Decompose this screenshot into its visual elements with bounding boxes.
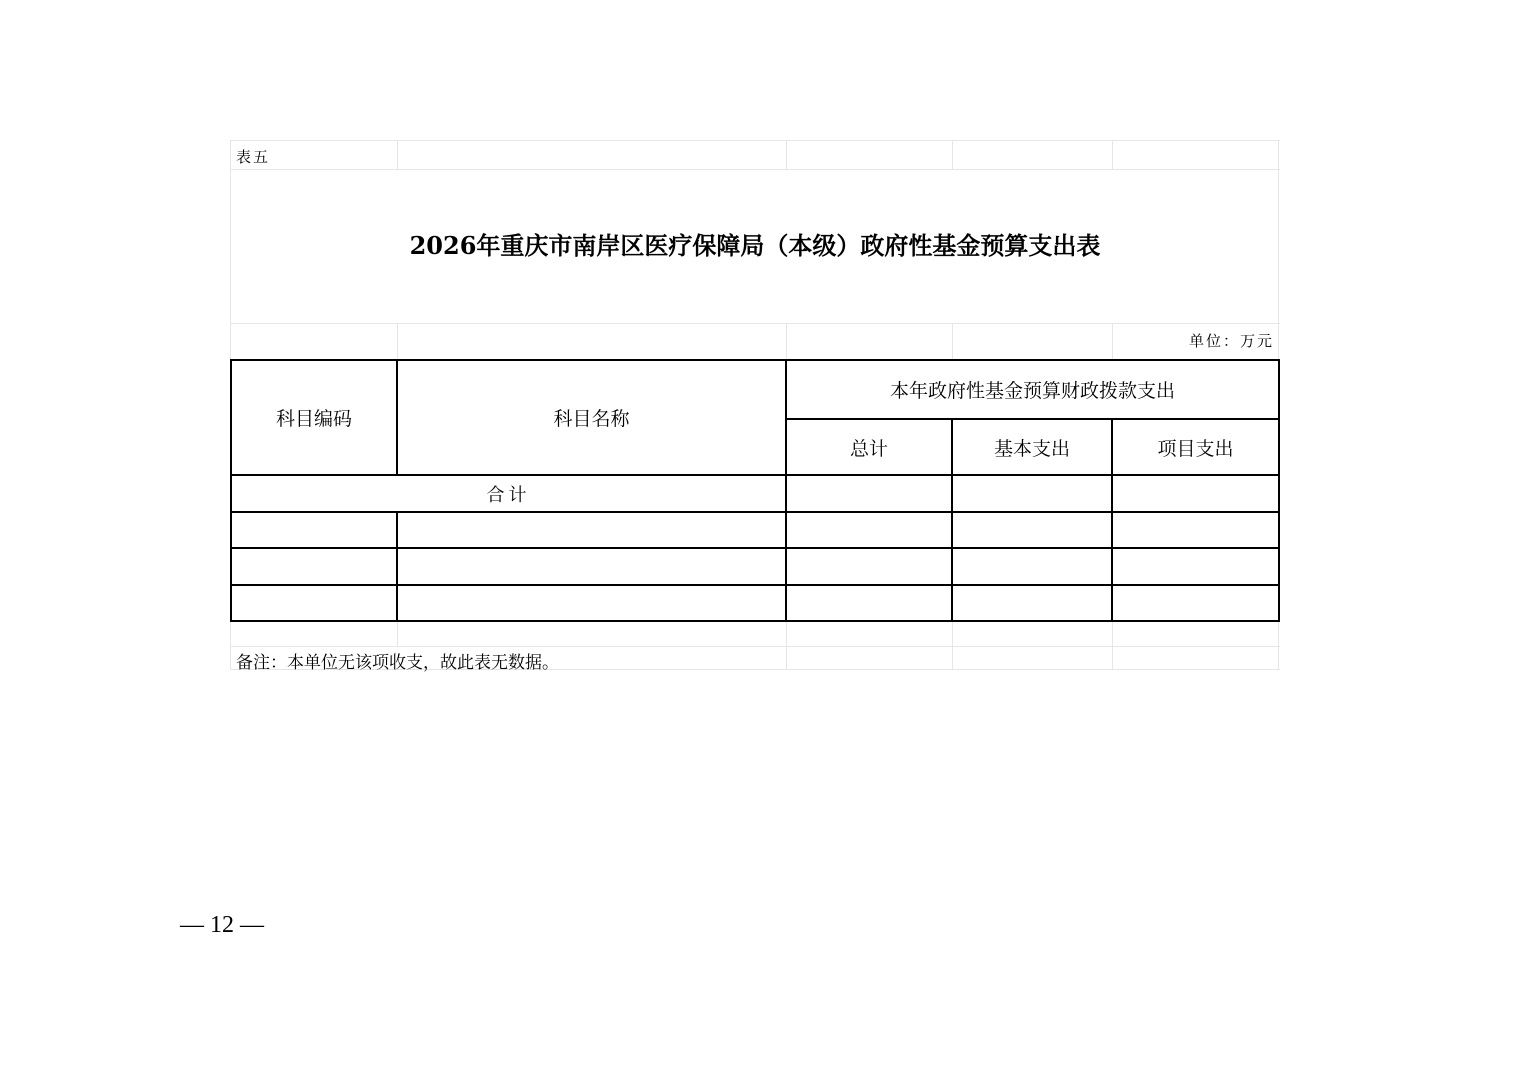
- grid-line: [786, 140, 787, 170]
- footnote: 备注：本单位无该项收支，故此表无数据。: [236, 653, 559, 673]
- unit-label: 单位：万元: [1188, 332, 1274, 350]
- cell-code: [232, 549, 396, 584]
- cell-total: [787, 513, 951, 547]
- grid-line: [397, 622, 398, 646]
- grid-line: [397, 140, 398, 170]
- cell-code: [232, 586, 396, 620]
- header-subject-name: 科目名称: [553, 408, 630, 430]
- cell-total: [787, 586, 951, 620]
- table-border: [230, 620, 1280, 622]
- header-fund-expenditure: 本年政府性基金预算财政拨款支出: [889, 380, 1175, 402]
- cell-basic: [953, 549, 1111, 584]
- cell-project: [1113, 549, 1278, 584]
- grid-line: [397, 323, 398, 360]
- page-title: 2026年重庆市南岸区医疗保障局（本级）政府性基金预算支出表: [409, 231, 1101, 260]
- table-border: [1278, 359, 1280, 622]
- grid-line: [230, 646, 1280, 647]
- header-project-expenditure: 项目支出: [1157, 437, 1234, 460]
- cell-code: [232, 513, 396, 547]
- cell-name: [398, 586, 785, 620]
- cell-name: [398, 513, 785, 547]
- header-subject-code: 科目编码: [275, 408, 352, 430]
- grid-line: [1112, 140, 1113, 170]
- cell-project: [1113, 513, 1278, 547]
- header-total: 总计: [849, 437, 888, 460]
- grid-line: [786, 323, 787, 360]
- grid-line: [1112, 323, 1113, 360]
- page-number: — 12 —: [180, 912, 264, 938]
- grid-line: [952, 323, 953, 360]
- header-basic-expenditure: 基本支出: [993, 437, 1070, 460]
- grid-line: [230, 140, 1280, 141]
- table-label: 表五: [236, 148, 271, 166]
- cell-total: [787, 549, 951, 584]
- cell-project: [1113, 586, 1278, 620]
- grid-line: [230, 323, 1280, 324]
- cell-basic: [953, 513, 1111, 547]
- summary-row-label: 合计: [486, 485, 531, 506]
- grid-line: [952, 140, 953, 170]
- cell-name: [398, 549, 785, 584]
- grid-line: [230, 169, 1280, 170]
- cell-basic: [953, 586, 1111, 620]
